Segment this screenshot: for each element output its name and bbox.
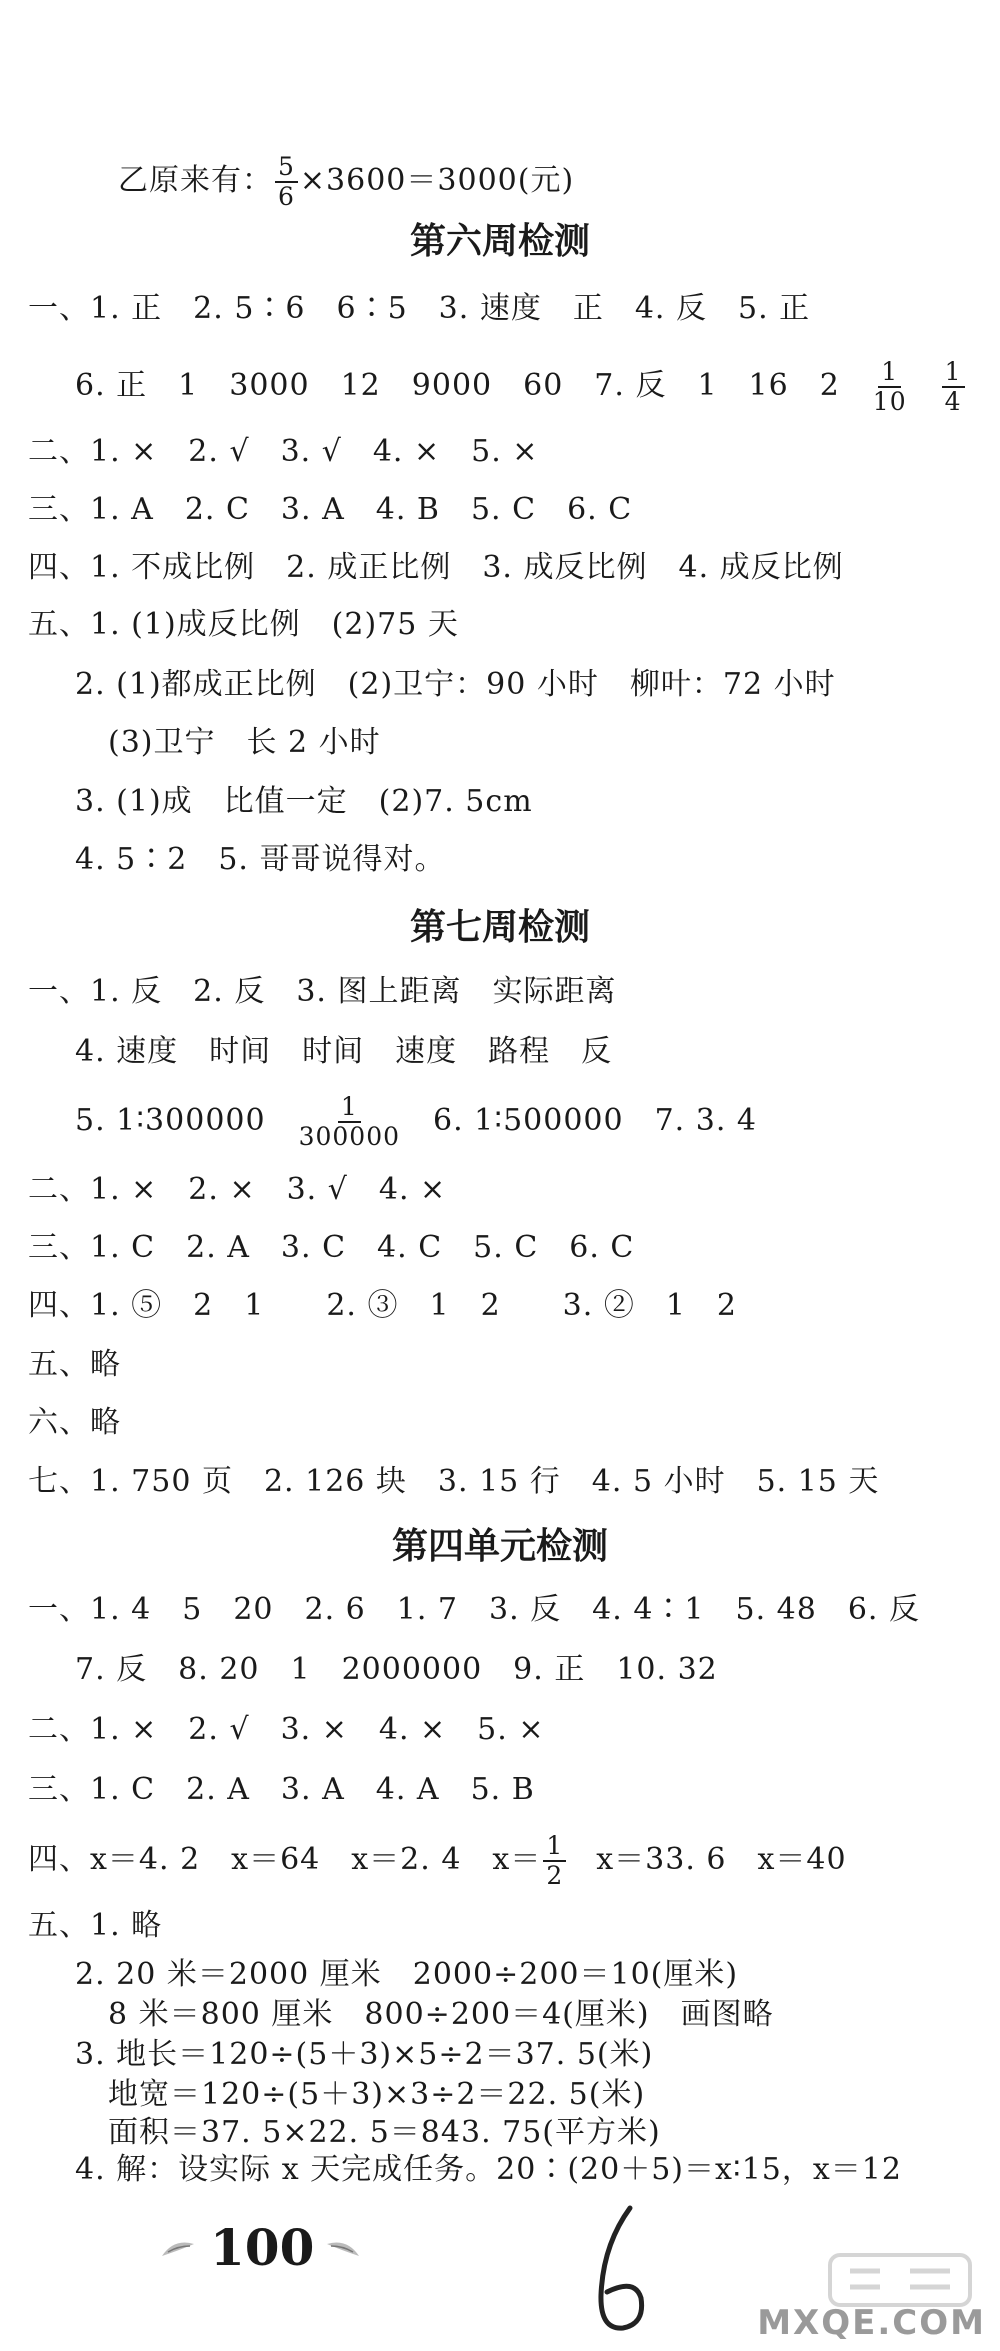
text: 5. 1∶300000 bbox=[75, 1103, 266, 1138]
answer-line: 三、1. A 2. C 3. A 4. B 5. C 6. C bbox=[28, 492, 633, 527]
answer-line: 4. 5∶2 5. 哥哥说得对。 bbox=[75, 842, 446, 877]
answer-line: 三、1. C 2. A 3. C 4. C 5. C 6. C bbox=[28, 1230, 635, 1265]
fraction bbox=[275, 153, 298, 211]
answer-line: 2. 20 米＝2000 厘米 2000÷200＝10(厘米) bbox=[75, 1957, 739, 1992]
answer-line: 五、略 bbox=[28, 1347, 121, 1382]
fraction-numerator: 1 bbox=[878, 358, 901, 388]
answer-line: 7. 反 8. 20 1 2000000 9. 正 10. 32 bbox=[75, 1652, 718, 1687]
answer-line: 3. (1)成 比值一定 (2)7. 5cm bbox=[75, 784, 533, 819]
section-heading: 第四单元检测 bbox=[391, 1526, 608, 1567]
fraction-denominator: 2 bbox=[546, 1861, 564, 1890]
answer-line: 8 米＝800 厘米 800÷200＝4(厘米) 画图略 bbox=[108, 1997, 774, 2032]
fraction-numerator: 5 bbox=[275, 153, 298, 183]
watermark-text: MXQE.COM bbox=[757, 2303, 986, 2343]
text: ×3600＝3000(元) bbox=[299, 163, 575, 198]
answer-line bbox=[28, 1832, 847, 1890]
answer-line bbox=[118, 153, 574, 211]
answer-line: 六、略 bbox=[28, 1405, 121, 1440]
fraction bbox=[870, 358, 910, 416]
answer-line: 一、1. 4 5 20 2. 6 1. 7 3. 反 4. 4∶1 5. 48 6. 反 bbox=[28, 1592, 920, 1627]
answer-line bbox=[75, 1093, 757, 1151]
fraction bbox=[296, 1093, 403, 1151]
fraction-numerator: 1 bbox=[543, 1832, 566, 1862]
handwritten-six-mark bbox=[575, 2200, 665, 2340]
answer-line: 2. (1)都成正比例 (2)卫宁：90 小时 柳叶：72 小时 bbox=[75, 667, 836, 702]
answer-line: 地宽＝120÷(5＋3)×3÷2＝22. 5(米) bbox=[108, 2077, 646, 2112]
answer-line bbox=[75, 358, 967, 416]
answer-line: 二、1. × 2. × 3. √ 4. × bbox=[28, 1172, 447, 1207]
answer-line: 4. 解：设实际 x 天完成任务。20∶(20＋5)＝x∶15，x＝12 bbox=[75, 2152, 902, 2187]
answer-line: 五、1. (1)成反比例 (2)75 天 bbox=[28, 607, 459, 642]
fraction-numerator: 1 bbox=[942, 358, 965, 388]
fraction bbox=[543, 1832, 566, 1890]
text: 乙原来有： bbox=[118, 163, 273, 198]
answer-line: 一、1. 反 2. 反 3. 图上距离 实际距离 bbox=[28, 974, 617, 1009]
answer-line: 二、1. × 2. √ 3. × 4. × 5. × bbox=[28, 1712, 545, 1747]
answer-line: 五、1. 略 bbox=[28, 1908, 163, 1943]
leaf-ornament-icon bbox=[160, 2236, 196, 2262]
answer-line: 四、1. ⑤ 2 1 2. ③ 1 2 3. ② 1 2 bbox=[28, 1288, 737, 1323]
section-heading: 第六周检测 bbox=[409, 221, 590, 262]
leaf-ornament-icon bbox=[325, 2236, 361, 2262]
answer-line: 三、1. C 2. A 3. A 4. A 5. B bbox=[28, 1772, 535, 1807]
answer-line: 3. 地长＝120÷(5＋3)×5÷2＝37. 5(米) bbox=[75, 2037, 654, 2072]
fraction-numerator: 1 bbox=[338, 1093, 361, 1123]
page-number: 100 bbox=[210, 2218, 315, 2277]
answer-line: 一、1. 正 2. 5∶6 6∶5 3. 速度 正 4. 反 5. 正 bbox=[28, 291, 811, 326]
text: 6. 正 1 3000 12 9000 60 7. 反 1 16 2 bbox=[75, 368, 840, 403]
fraction-denominator: 4 bbox=[944, 387, 962, 416]
answer-line: (3)卫宁 长 2 小时 bbox=[108, 725, 381, 760]
answer-line: 二、1. × 2. √ 3. √ 4. × 5. × bbox=[28, 434, 539, 469]
text: x＝33. 6 x＝40 bbox=[596, 1842, 847, 1877]
answer-line: 七、1. 750 页 2. 126 块 3. 15 行 4. 5 小时 5. 15 天 bbox=[28, 1464, 880, 1499]
fraction bbox=[942, 358, 965, 416]
answer-line: 四、1. 不成比例 2. 成正比例 3. 成反比例 4. 成反比例 bbox=[28, 550, 844, 585]
section-heading: 第七周检测 bbox=[409, 907, 590, 948]
fraction-denominator: 10 bbox=[872, 387, 907, 416]
fraction-denominator: 6 bbox=[278, 182, 295, 211]
answer-line: 4. 速度 时间 时间 速度 路程 反 bbox=[75, 1034, 613, 1069]
fraction-denominator: 300000 bbox=[298, 1122, 401, 1151]
answer-line: 面积＝37. 5×22. 5＝843. 75(平方米) bbox=[108, 2115, 661, 2150]
text: 四、x＝4. 2 x＝64 x＝2. 4 x＝ bbox=[28, 1842, 542, 1877]
text: 6. 1∶500000 7. 3. 4 bbox=[433, 1103, 757, 1138]
